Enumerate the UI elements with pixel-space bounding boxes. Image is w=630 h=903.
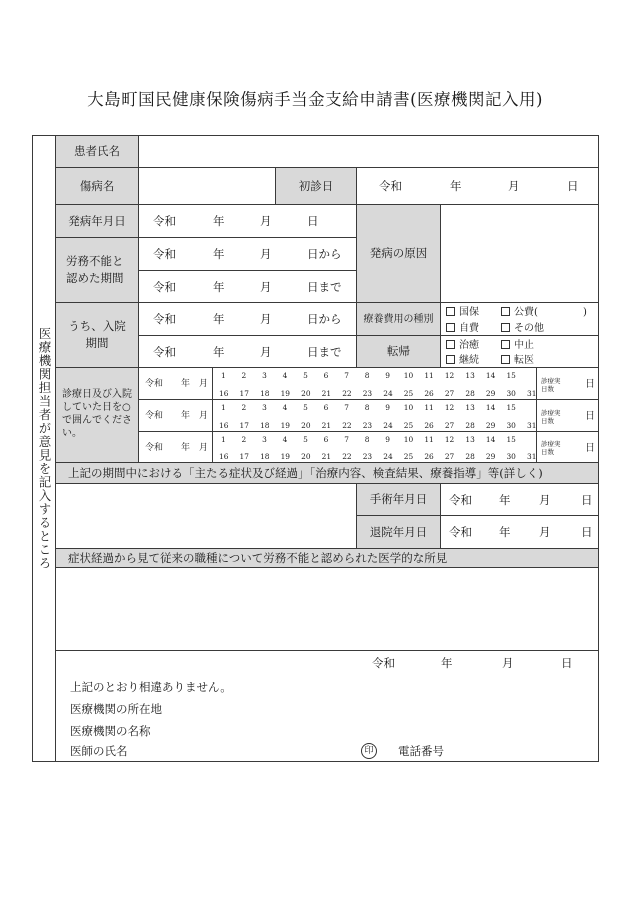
checkbox-icon bbox=[501, 307, 510, 316]
discharge-year: 年 bbox=[499, 525, 511, 539]
cause-field[interactable] bbox=[440, 204, 599, 303]
day-number[interactable]: 17 bbox=[239, 421, 249, 430]
discharge-date-label: 退院年月日 bbox=[369, 524, 428, 539]
cert-month: 月 bbox=[502, 656, 514, 670]
day-number[interactable]: 12 bbox=[444, 371, 455, 380]
day-number[interactable]: 21 bbox=[321, 389, 332, 398]
day-number[interactable]: 21 bbox=[321, 421, 332, 430]
first-visit-label-cell bbox=[275, 167, 357, 205]
hospital-from-year: 年 bbox=[213, 312, 225, 326]
checkbox-icon bbox=[501, 340, 510, 349]
day-number[interactable]: 7 bbox=[344, 403, 349, 412]
day-number[interactable]: 16 bbox=[219, 421, 229, 430]
onset-day: 日 bbox=[307, 214, 319, 228]
opinion-field[interactable] bbox=[55, 567, 599, 651]
consult-days-label-cell bbox=[55, 367, 139, 463]
consult-count-field[interactable] bbox=[536, 367, 599, 400]
opinion-header: 症状経過から見て従来の職種について労務不能と認められた医学的な所見 bbox=[68, 551, 448, 565]
hospital-from-month: 月 bbox=[260, 312, 272, 326]
form-title: 大島町国民健康保険傷病手当金支給申請書(医療機関記入用) bbox=[87, 90, 543, 109]
injury-name-label-cell bbox=[55, 167, 139, 205]
day-number[interactable]: 10 bbox=[403, 403, 414, 412]
day-number[interactable]: 4 bbox=[282, 371, 288, 380]
surgery-era: 令和 bbox=[449, 493, 472, 507]
consult-month-field[interactable] bbox=[138, 431, 213, 463]
day-number[interactable]: 6 bbox=[323, 371, 329, 380]
day-number[interactable]: 10 bbox=[403, 435, 414, 444]
day-number[interactable]: 13 bbox=[465, 371, 475, 380]
onset-date-field[interactable] bbox=[138, 204, 357, 238]
day-number[interactable]: 28 bbox=[465, 452, 475, 461]
discharge-month: 月 bbox=[539, 525, 551, 539]
hospital-to-era: 令和 bbox=[153, 345, 176, 359]
first-visit-year: 年 bbox=[450, 179, 462, 193]
day-number[interactable]: 31 bbox=[527, 389, 537, 398]
consult-month-field[interactable] bbox=[138, 399, 213, 432]
incapacity-to-month: 月 bbox=[260, 280, 272, 294]
outcome-option-cured[interactable]: 治癒 bbox=[446, 339, 479, 352]
outcome-label: 転帰 bbox=[387, 344, 410, 358]
first-visit-era: 令和 bbox=[379, 179, 402, 193]
incapacity-to-field[interactable] bbox=[138, 270, 357, 303]
day-number[interactable]: 22 bbox=[342, 421, 352, 430]
day-number[interactable]: 29 bbox=[485, 421, 496, 430]
day-number[interactable]: 3 bbox=[262, 403, 267, 412]
day-number[interactable]: 24 bbox=[383, 452, 393, 461]
consult-month: 月 bbox=[199, 411, 209, 421]
consult-year: 年 bbox=[181, 379, 191, 389]
day-number[interactable]: 13 bbox=[465, 403, 475, 412]
day-number[interactable]: 27 bbox=[444, 421, 455, 430]
day-number[interactable]: 14 bbox=[485, 435, 496, 444]
day-number[interactable]: 22 bbox=[342, 389, 352, 398]
onset-date-label-cell bbox=[55, 204, 139, 238]
day-number[interactable]: 2 bbox=[241, 435, 247, 444]
day-number[interactable]: 26 bbox=[424, 421, 434, 430]
consult-count-day: 日 bbox=[585, 379, 595, 390]
consult-day-grid bbox=[212, 431, 537, 463]
day-number[interactable]: 5 bbox=[303, 403, 308, 412]
day-number[interactable]: 14 bbox=[485, 403, 496, 412]
patient-name-label-cell bbox=[55, 135, 139, 168]
day-number[interactable]: 31 bbox=[527, 452, 537, 461]
outcome-option-continued[interactable]: 継続 bbox=[446, 354, 479, 367]
day-number[interactable]: 16 bbox=[219, 389, 229, 398]
day-number[interactable]: 9 bbox=[385, 435, 390, 444]
day-number[interactable]: 25 bbox=[403, 389, 414, 398]
checkbox-icon bbox=[501, 323, 510, 332]
discharge-era: 令和 bbox=[449, 525, 472, 539]
incapacity-label-cell bbox=[55, 237, 139, 303]
consult-era: 令和 bbox=[145, 442, 164, 453]
incapacity-from-year: 年 bbox=[213, 247, 225, 261]
onset-era: 令和 bbox=[153, 214, 176, 228]
symptom-field[interactable] bbox=[55, 483, 357, 549]
day-number[interactable]: 20 bbox=[301, 452, 311, 461]
incapacity-to-year: 年 bbox=[213, 280, 225, 294]
first-visit-date-field[interactable] bbox=[356, 167, 599, 205]
consult-count-label: 診療実日数 bbox=[541, 440, 561, 456]
side-label-column bbox=[32, 135, 56, 762]
hospital-from-field[interactable] bbox=[138, 302, 357, 336]
fee-option-kokuho[interactable]: 国保 bbox=[446, 306, 479, 319]
fee-type-options bbox=[440, 302, 599, 336]
day-number[interactable]: 3 bbox=[262, 371, 267, 380]
consult-day-grid bbox=[212, 399, 537, 432]
institution-address-label: 医療機関の所在地 bbox=[70, 702, 162, 716]
consult-days-label: 診療日及び入院していた日を○で囲んでください。 bbox=[62, 389, 132, 439]
hospital-to-month: 月 bbox=[260, 345, 272, 359]
opinion-header-cell bbox=[55, 548, 599, 568]
day-number[interactable]: 1 bbox=[221, 403, 226, 412]
day-number[interactable]: 12 bbox=[444, 435, 455, 444]
checkbox-icon bbox=[446, 355, 455, 364]
fee-option-jihi[interactable]: 自費 bbox=[446, 322, 479, 335]
hospital-label: うち、入院期間 bbox=[68, 319, 126, 350]
day-number[interactable]: 18 bbox=[260, 421, 270, 430]
checkbox-icon bbox=[446, 340, 455, 349]
day-number[interactable]: 18 bbox=[260, 389, 270, 398]
day-number[interactable]: 26 bbox=[424, 452, 434, 461]
onset-date-label: 発病年月日 bbox=[68, 213, 126, 228]
day-number[interactable]: 21 bbox=[321, 452, 332, 461]
day-number[interactable]: 1 bbox=[221, 371, 226, 380]
cause-label-cell bbox=[356, 204, 441, 303]
day-number[interactable]: 8 bbox=[364, 403, 370, 412]
cert-era: 令和 bbox=[372, 656, 395, 670]
consult-count-day: 日 bbox=[585, 411, 595, 422]
day-number[interactable]: 11 bbox=[424, 403, 434, 412]
day-number[interactable]: 30 bbox=[506, 421, 516, 430]
day-number[interactable]: 6 bbox=[323, 403, 329, 412]
surgery-month: 月 bbox=[539, 493, 551, 507]
checkbox-icon bbox=[501, 355, 510, 364]
outcome-option-stopped[interactable]: 中止 bbox=[501, 339, 534, 352]
patient-name-label: 患者氏名 bbox=[74, 144, 120, 158]
day-number[interactable]: 29 bbox=[485, 389, 496, 398]
day-number[interactable]: 7 bbox=[344, 435, 349, 444]
day-number[interactable]: 11 bbox=[424, 435, 434, 444]
doctor-name-label: 医師の氏名 bbox=[70, 744, 128, 758]
day-number[interactable]: 6 bbox=[323, 435, 329, 444]
day-number[interactable]: 15 bbox=[506, 403, 516, 412]
day-number[interactable]: 12 bbox=[444, 403, 455, 412]
hospital-to-year: 年 bbox=[213, 345, 225, 359]
day-number[interactable]: 10 bbox=[403, 371, 414, 380]
incapacity-label: 労務不能と認めた期間 bbox=[66, 254, 124, 285]
symptom-header-cell bbox=[55, 462, 599, 484]
consult-month: 月 bbox=[199, 442, 209, 453]
day-number[interactable]: 23 bbox=[362, 421, 373, 430]
institution-name-label: 医療機関の名称 bbox=[70, 724, 151, 738]
day-number[interactable]: 25 bbox=[403, 452, 414, 461]
incapacity-to-day: 日まで bbox=[307, 280, 342, 294]
discharge-date-label-cell bbox=[356, 515, 441, 549]
day-number[interactable]: 13 bbox=[465, 435, 475, 444]
symptom-header: 上記の期間中における「主たる症状及び経過」「治療内容、検査結果、療養指導」等(詳しく) bbox=[68, 466, 543, 480]
injury-name-field[interactable] bbox=[138, 167, 276, 205]
hospital-from-era: 令和 bbox=[153, 312, 176, 326]
consult-year: 年 bbox=[181, 411, 191, 421]
day-number[interactable]: 5 bbox=[303, 371, 308, 380]
fee-option-other[interactable]: その他 bbox=[501, 322, 544, 335]
consult-count-day: 日 bbox=[585, 442, 595, 454]
consult-count-label: 診療実日数 bbox=[541, 408, 561, 425]
cert-year: 年 bbox=[441, 656, 453, 670]
consult-count-field[interactable] bbox=[536, 431, 599, 463]
day-number[interactable]: 18 bbox=[260, 452, 270, 461]
surgery-day: 日 bbox=[581, 493, 593, 507]
day-number[interactable]: 17 bbox=[239, 452, 249, 461]
incapacity-from-day: 日から bbox=[307, 247, 342, 261]
day-number[interactable]: 20 bbox=[301, 421, 311, 430]
day-number[interactable]: 22 bbox=[342, 452, 352, 461]
consult-day-grid bbox=[212, 367, 537, 400]
first-visit-day: 日 bbox=[567, 179, 579, 193]
surgery-year: 年 bbox=[499, 493, 511, 507]
day-number[interactable]: 24 bbox=[383, 421, 393, 430]
seal-icon: 印 bbox=[361, 743, 377, 759]
hospital-to-field[interactable] bbox=[138, 335, 357, 368]
day-number[interactable]: 29 bbox=[485, 452, 496, 461]
incapacity-to-era: 令和 bbox=[153, 280, 176, 294]
day-number[interactable]: 8 bbox=[364, 435, 370, 444]
day-number[interactable]: 9 bbox=[385, 371, 390, 380]
outcome-option-transferred[interactable]: 転医 bbox=[501, 354, 534, 367]
incapacity-from-field[interactable] bbox=[138, 237, 357, 271]
consult-count-field[interactable] bbox=[536, 399, 599, 432]
phone-label: 電話番号 bbox=[398, 744, 444, 758]
surgery-date-label: 手術年月日 bbox=[369, 492, 428, 506]
day-number[interactable]: 28 bbox=[465, 389, 475, 398]
day-number[interactable]: 26 bbox=[424, 389, 434, 398]
consult-count-label: 診療実日数 bbox=[541, 376, 561, 393]
injury-name-label: 傷病名 bbox=[79, 178, 115, 193]
day-number[interactable]: 11 bbox=[424, 371, 434, 380]
day-number[interactable]: 23 bbox=[362, 452, 373, 461]
outcome-options bbox=[440, 335, 599, 368]
incapacity-from-month: 月 bbox=[260, 247, 272, 261]
day-number[interactable]: 25 bbox=[403, 421, 414, 430]
outcome-label-cell bbox=[356, 335, 441, 368]
consult-era: 令和 bbox=[145, 411, 164, 421]
certification-block bbox=[55, 650, 599, 762]
hospital-from-day: 日から bbox=[307, 312, 342, 326]
day-number[interactable]: 19 bbox=[280, 421, 290, 430]
day-number[interactable]: 17 bbox=[239, 389, 249, 398]
discharge-day: 日 bbox=[581, 525, 593, 539]
discharge-date-field[interactable] bbox=[440, 515, 599, 549]
day-number[interactable]: 27 bbox=[444, 452, 455, 461]
day-number[interactable]: 30 bbox=[506, 389, 516, 398]
day-number[interactable]: 4 bbox=[282, 403, 288, 412]
day-number[interactable]: 20 bbox=[301, 389, 311, 398]
day-number[interactable]: 28 bbox=[465, 421, 475, 430]
day-number[interactable]: 5 bbox=[303, 435, 308, 444]
day-number[interactable]: 23 bbox=[362, 389, 373, 398]
day-number[interactable]: 4 bbox=[282, 435, 288, 444]
fee-type-label-cell bbox=[356, 302, 441, 336]
day-number[interactable]: 9 bbox=[385, 403, 390, 412]
hospital-to-day: 日まで bbox=[307, 345, 342, 359]
surgery-date-label-cell bbox=[356, 483, 441, 516]
fee-option-kouhi[interactable]: 公費( bbox=[501, 306, 538, 319]
consult-year: 年 bbox=[181, 442, 191, 453]
day-number[interactable]: 15 bbox=[506, 435, 516, 444]
day-number[interactable]: 14 bbox=[485, 371, 496, 380]
day-number[interactable]: 2 bbox=[241, 371, 247, 380]
day-number[interactable]: 15 bbox=[506, 371, 516, 380]
day-number[interactable]: 3 bbox=[262, 435, 267, 444]
certify-text: 上記のとおり相違ありません。 bbox=[70, 680, 232, 694]
fee-option-kouhi-close: ) bbox=[583, 307, 587, 318]
day-number[interactable]: 16 bbox=[219, 452, 229, 461]
consult-month: 月 bbox=[199, 379, 209, 389]
day-number[interactable]: 24 bbox=[383, 389, 393, 398]
side-label: 医療機関担当者が意見を記入するところ bbox=[37, 327, 52, 570]
checkbox-icon bbox=[446, 307, 455, 316]
consult-era: 令和 bbox=[145, 379, 164, 389]
surgery-date-field[interactable] bbox=[440, 483, 599, 516]
day-number[interactable]: 19 bbox=[280, 389, 290, 398]
first-visit-month: 月 bbox=[508, 179, 520, 193]
day-number[interactable]: 19 bbox=[280, 452, 290, 461]
day-number[interactable]: 31 bbox=[527, 421, 537, 430]
cert-day: 日 bbox=[561, 656, 573, 670]
incapacity-from-era: 令和 bbox=[153, 247, 176, 261]
day-number[interactable]: 30 bbox=[506, 452, 516, 461]
first-visit-label: 初診日 bbox=[298, 178, 334, 193]
fee-type-label: 療養費用の種別 bbox=[363, 313, 434, 325]
day-number[interactable]: 7 bbox=[344, 371, 349, 380]
checkbox-icon bbox=[446, 323, 455, 332]
day-number[interactable]: 27 bbox=[444, 389, 455, 398]
patient-name-field[interactable] bbox=[138, 135, 599, 168]
onset-month: 月 bbox=[260, 214, 272, 228]
consult-month-field[interactable] bbox=[138, 367, 213, 400]
day-number[interactable]: 2 bbox=[241, 403, 247, 412]
cause-label: 発病の原因 bbox=[369, 246, 428, 260]
onset-year: 年 bbox=[213, 214, 225, 228]
day-number[interactable]: 1 bbox=[221, 435, 226, 444]
hospital-label-cell bbox=[55, 302, 139, 368]
day-number[interactable]: 8 bbox=[364, 371, 370, 380]
